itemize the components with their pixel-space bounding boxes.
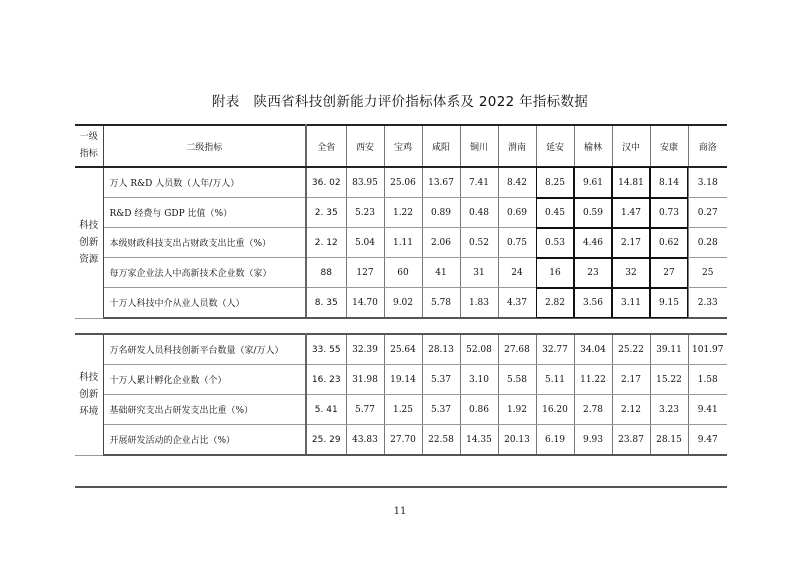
value-cell: 1.11 [384,228,422,258]
value-cell: 31.98 [346,365,384,395]
value-cell: 4.37 [498,288,536,319]
table-row [75,288,727,319]
value-cell: 3.10 [460,365,498,395]
value-cell: 0.75 [498,228,536,258]
value-cell: 9.15 [650,288,688,319]
value-cell: 0.59 [574,198,612,228]
header-region: 全省 [306,125,346,167]
value-cell: 2.78 [574,395,612,425]
value-cell: 3.56 [574,288,612,319]
value-cell: 2.17 [612,365,650,395]
value-cell: 25.64 [384,334,422,365]
value-cell: 19.14 [384,365,422,395]
value-cell: 27 [650,258,688,288]
value-cell: 16. 23 [306,365,346,395]
indicator-name: 十万人科技中介从业人员数（人） [103,288,306,319]
value-cell: 9.41 [688,395,727,425]
header-region: 商洛 [688,125,727,167]
table-row [75,425,727,456]
indicator-table [75,124,727,488]
value-cell: 25. 29 [306,425,346,456]
header-region: 铜川 [460,125,498,167]
indicator-name: 每万家企业法人中高新技术企业数（家） [103,258,306,288]
value-cell: 34.04 [574,334,612,365]
indicator-name: 基础研究支出占研发支出比重（%） [103,395,306,425]
value-cell: 5.37 [422,395,460,425]
value-cell: 88 [306,258,346,288]
group-label-resources: 科技 创新 资源 [75,167,103,318]
value-cell: 1.92 [498,395,536,425]
value-cell: 1.47 [612,198,650,228]
value-cell: 8.14 [650,167,688,198]
value-cell: 32.39 [346,334,384,365]
header-region: 延安 [536,125,574,167]
value-cell: 0.69 [498,198,536,228]
value-cell: 20.13 [498,425,536,456]
value-cell: 1.22 [384,198,422,228]
value-cell: 3.11 [612,288,650,319]
value-cell: 5.77 [346,395,384,425]
value-cell: 32.77 [536,334,574,365]
value-cell: 28.15 [650,425,688,456]
value-cell: 0.45 [536,198,574,228]
value-cell: 43.83 [346,425,384,456]
value-cell: 31 [460,258,498,288]
indicator-name: 十万人累计孵化企业数（个） [103,365,306,395]
table-row [75,258,727,288]
value-cell: 0.62 [650,228,688,258]
value-cell: 5.58 [498,365,536,395]
value-cell: 1.58 [688,365,727,395]
value-cell: 5.37 [422,365,460,395]
value-cell: 39.11 [650,334,688,365]
title-prefix: 附表 [211,94,240,110]
value-cell: 16.20 [536,395,574,425]
indicator-name: 本级财政科技支出占财政支出比重（%） [103,228,306,258]
value-cell: 83.95 [346,167,384,198]
value-cell: 0.86 [460,395,498,425]
value-cell: 0.52 [460,228,498,258]
table-row [75,395,727,425]
value-cell: 25 [688,258,727,288]
table-bottom-rule [75,455,727,487]
value-cell: 101.97 [688,334,727,365]
value-cell: 5.04 [346,228,384,258]
header-row [75,125,727,167]
value-cell: 0.73 [650,198,688,228]
table-row [75,365,727,395]
value-cell: 5.23 [346,198,384,228]
header-level2: 二级指标 [103,125,306,167]
header-level1: 一级 指标 [75,125,103,167]
value-cell: 6.19 [536,425,574,456]
value-cell: 0.48 [460,198,498,228]
value-cell: 25.22 [612,334,650,365]
value-cell: 8.42 [498,167,536,198]
value-cell: 0.28 [688,228,727,258]
header-region: 榆林 [574,125,612,167]
value-cell: 127 [346,258,384,288]
table-title [0,90,800,110]
value-cell: 2. 35 [306,198,346,228]
value-cell: 23 [574,258,612,288]
group-spacer [75,318,727,334]
value-cell: 16 [536,258,574,288]
header-region: 宝鸡 [384,125,422,167]
value-cell: 32 [612,258,650,288]
value-cell: 2. 12 [306,228,346,258]
value-cell: 60 [384,258,422,288]
indicator-name: R&D 经费与 GDP 比值（%） [103,198,306,228]
table-row [75,198,727,228]
value-cell: 27.68 [498,334,536,365]
value-cell: 5.78 [422,288,460,319]
value-cell: 2.06 [422,228,460,258]
table-row [75,334,727,365]
value-cell: 15.22 [650,365,688,395]
indicator-name: 万名研发人员科技创新平台数量（家/万人） [103,334,306,365]
header-region: 安康 [650,125,688,167]
title-text: 陕西省科技创新能力评价指标体系及 2022 年指标数据 [253,94,589,110]
header-region: 渭南 [498,125,536,167]
value-cell: 1.83 [460,288,498,319]
value-cell: 0.53 [536,228,574,258]
value-cell: 8. 35 [306,288,346,319]
header-region: 咸阳 [422,125,460,167]
value-cell: 2.17 [612,228,650,258]
value-cell: 13.67 [422,167,460,198]
value-cell: 8.25 [536,167,574,198]
value-cell: 25.06 [384,167,422,198]
value-cell: 14.70 [346,288,384,319]
value-cell: 2.12 [612,395,650,425]
value-cell: 2.82 [536,288,574,319]
header-region: 西安 [346,125,384,167]
group-label-environment: 科技 创新 环境 [75,334,103,455]
value-cell: 36. 02 [306,167,346,198]
indicator-name: 万人 R&D 人员数（人年/万人） [103,167,306,198]
value-cell: 24 [498,258,536,288]
value-cell: 14.35 [460,425,498,456]
value-cell: 3.18 [688,167,727,198]
value-cell: 9.93 [574,425,612,456]
value-cell: 4.46 [574,228,612,258]
value-cell: 9.02 [384,288,422,319]
indicator-name: 开展研发活动的企业占比（%） [103,425,306,456]
value-cell: 27.70 [384,425,422,456]
value-cell: 23.87 [612,425,650,456]
value-cell: 0.89 [422,198,460,228]
value-cell: 0.27 [688,198,727,228]
page-number: 11 [393,506,407,517]
value-cell: 52.08 [460,334,498,365]
value-cell: 41 [422,258,460,288]
value-cell: 7.41 [460,167,498,198]
value-cell: 33. 55 [306,334,346,365]
value-cell: 5.11 [536,365,574,395]
value-cell: 14.81 [612,167,650,198]
value-cell: 9.61 [574,167,612,198]
value-cell: 2.33 [688,288,727,319]
table-row [75,228,727,258]
value-cell: 11.22 [574,365,612,395]
value-cell: 3.23 [650,395,688,425]
value-cell: 22.58 [422,425,460,456]
value-cell: 28.13 [422,334,460,365]
header-region: 汉中 [612,125,650,167]
value-cell: 9.47 [688,425,727,456]
value-cell: 1.25 [384,395,422,425]
table-row [75,167,727,198]
value-cell: 5. 41 [306,395,346,425]
